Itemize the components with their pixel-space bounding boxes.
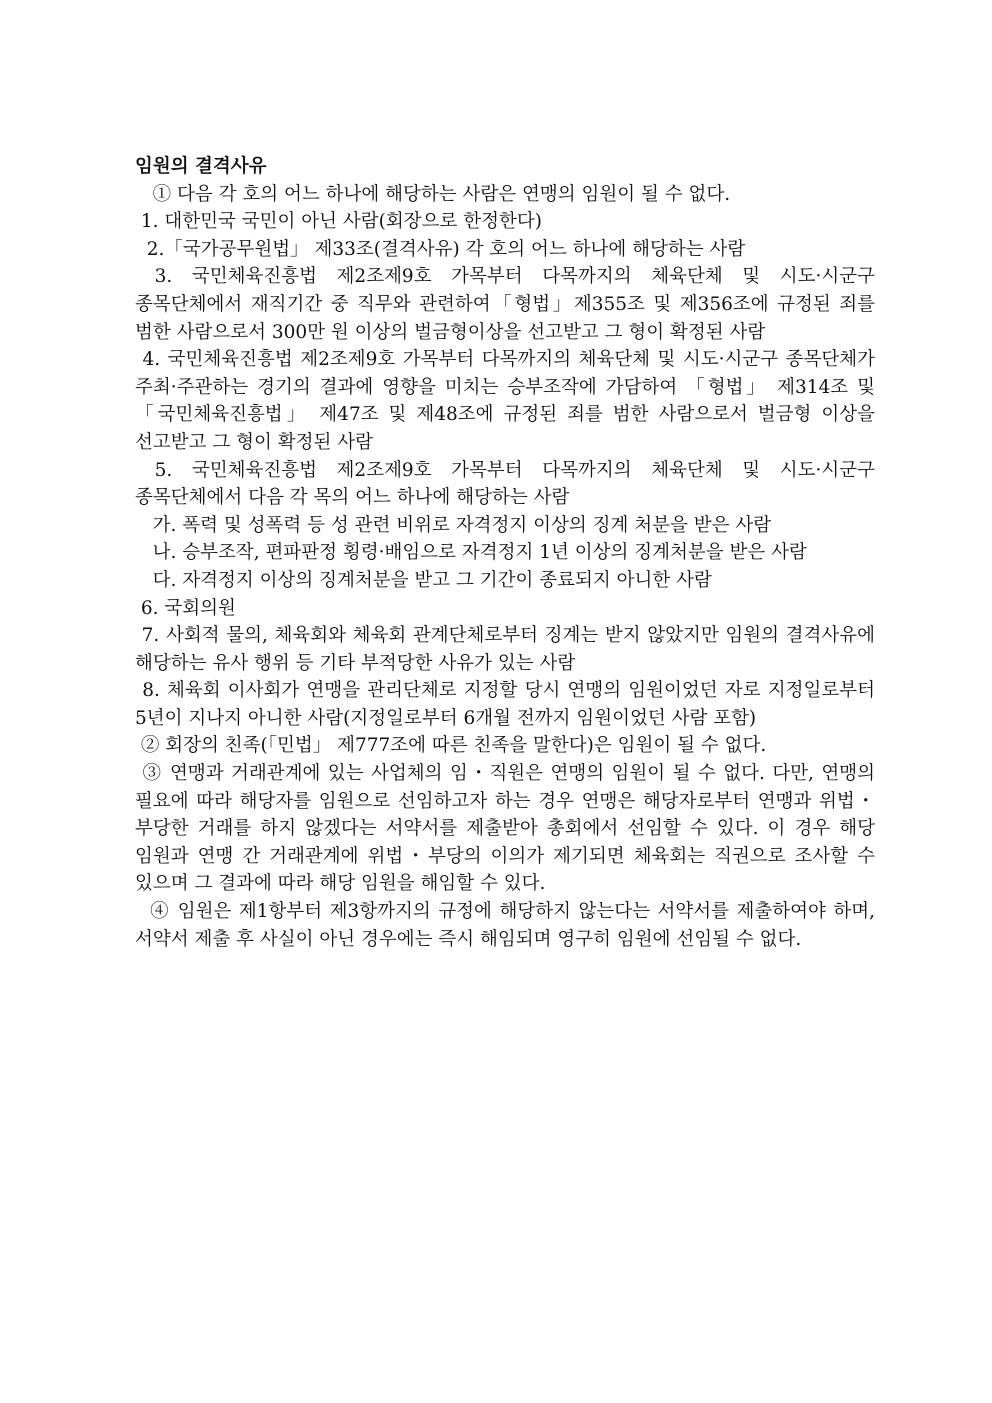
item-5: 5. 국민체육진흥법 제2조제9호 가목부터 다목까지의 체육단체 및 시도·시군구 종목단체에서 다음 각 목의 어느 하나에 해당하는 사람 [135,459,881,509]
item-4: 4. 국민체육진흥법 제2조제9호 가목부터 다목까지의 체육단체 및 시도·시군구 종목단체가 주최·주관하는 경기의 결과에 영향을 미치는 승부조작에 가담하여 「형법」 제314조 및 「국민체육진흥법」 제47조 및 제48조에 규정된 죄를 범한 사람으로서 벌금형 이상을 선고받고 그 형이 확정된 사람 [135,349,881,453]
item-1: 1. 대한민국 국민이 아닌 사람(회장으로 한정한다) [135,211,542,233]
item-8: 8. 체육회 이사회가 연맹을 관리단체로 지정할 당시 연맹의 임원이었던 자로 지정일로부터 5년이 지나지 아니한 사람(지정일로부터 6개월 전까지 임원이었던 사람 포함) [135,680,881,729]
paragraph-2: ② 회장의 친족(「민법」 제777조에 따른 친족을 말한다)은 임원이 될 수 없다. [135,735,767,757]
item-7: 7. 사회적 물의, 체육회와 체육회 관계단체로부터 징계는 받지 않았지만 임원의 결격사유에 해당하는 유사 행위 등 기타 부적당한 사유가 있는 사람 [135,625,881,674]
item-3: 3. 국민체육진흥법 제2조제9호 가목부터 다목까지의 체육단체 및 시도·시군구 종목단체에서 재직기간 중 직무와 관련하여「형법」제355조 및 제356조에 규정된 죄를 범한 사람으로서 300만 원 이상의 벌금형이상을 선고받고 그 형이 확정된 사람 [135,266,881,343]
section-title: 임원의 결격사유 [135,156,267,177]
paragraph-4: ④ 임원은 제1항부터 제3항까지의 규정에 해당하지 않는다는 서약서를 제출하여야 하며, 서약서 제출 후 사실이 아닌 경우에는 즉시 해임되며 영구히 임원에 선임될 수 없다. [135,901,881,950]
item-2: 2.「국가공무원법」 제33조(결격사유) 각 호의 어느 하나에 해당하는 사람 [135,238,746,260]
paragraph-1: ① 다음 각 호의 어느 하나에 해당하는 사람은 연맹의 임원이 될 수 없다. [135,183,731,205]
item-5-ga: 가. 폭력 및 성폭력 등 성 관련 비위로 자격정지 이상의 징계 처분을 받은 사람 [135,514,772,536]
paragraph-3: ③ 연맹과 거래관계에 있는 사업체의 임・직원은 연맹의 임원이 될 수 없다. 다만, 연맹의 필요에 따라 해당자를 임원으로 선임하고자 하는 경우 연맹은 해당자로부터 연맹과 위법・부당한 거래를 하지 않겠다는 서약서를 제출받아 총회에서 선임할 수 있다. 이 경우 해당 임원과 연맹 간 거래관계에 위법・부당의 이의가 제기되면 체육회는 직권으로 조사할 수 있으며 그 결과에 따라 해당 임원을 해임할 수 있다. [135,763,881,895]
item-6: 6. 국회의원 [135,597,236,619]
document-body [135,153,881,953]
item-5-na: 나. 승부조작, 편파판정 횡령·배임으로 자격정지 1년 이상의 징계처분을 받은 사람 [135,542,807,564]
item-5-da: 다. 자격정지 이상의 징계처분을 받고 그 기간이 종료되지 아니한 사람 [135,569,712,591]
